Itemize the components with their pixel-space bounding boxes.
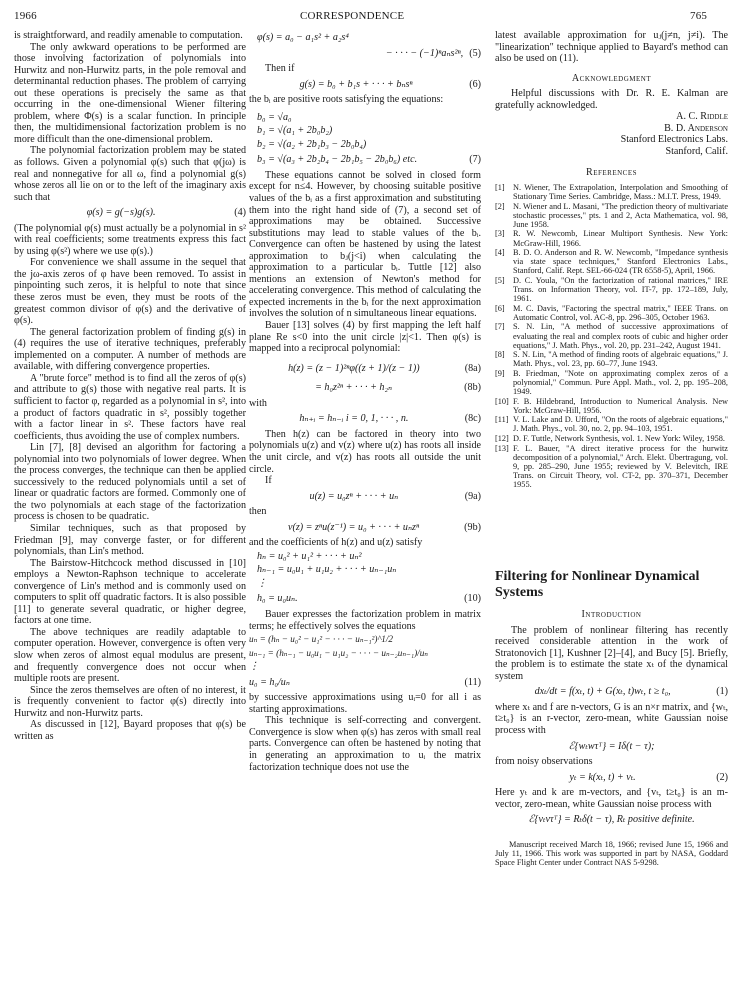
column-middle [249, 30, 481, 773]
equation-9b: v(z) = zⁿu(z⁻¹) = u₀ + · · · + uₙzⁿ (9b) [288, 521, 481, 533]
paragraph: The above techniques are readily adaptable to computer operation. However, convergence is often very slow when zeros of almost equal modulus are present, and frequently convergence does not occur when multiple roots are present. [14, 626, 246, 685]
equation-7-line: b₃ = √(a₃ + 2b₂b₄ − 2b₁b₅ − 2b₀b₆) etc. (7) [257, 154, 481, 166]
paragraph: The Bairstow-Hitchcock method discussed in [10] employs a Newton-Raphson technique to accelerate convergence of Lin's method and is commonly used on computers to split off quadratic factors. It is also possible [11] to generate several quadratic, or higher degree, factors at one time. [14, 557, 246, 627]
author-location: Stanford, Calif. [665, 145, 728, 157]
paragraph: where xₜ and f are n-vectors, G is an n×r matrix, and {wₜ, t≥t₀} is an r-vector, zero-mean, white Gaussian noise process with [495, 701, 728, 737]
column-left [14, 30, 246, 742]
equation-11-line: u₀ = h₀/uₙ (11) [249, 676, 481, 688]
section-heading-references: References [585, 167, 637, 179]
equation-7-line: b₂ = √(a₂ + 2b₁b₃ − 2b₀b₄) [257, 138, 367, 150]
paragraph: The polynomial factorization problem may be stated as follows. Given a polynomial φ(s) such that φ(jω) is real and nonnegative for all ω, find a polynomial g(s) whose zeros all lie on or to the left of the imaginary axis such that [14, 145, 246, 203]
equation-10-line: h₀ = u₀uₙ. (10) [257, 593, 481, 605]
equation-11-line: uₙ₋₁ = (hₙ₋₁ − u₀u₁ − u₁u₂ − · · · − uₙ₋₂uₙ₋₁)/uₙ [249, 647, 429, 658]
section-heading-introduction: Introduction [581, 609, 642, 621]
paragraph: Bauer expresses the factorization problem in matrix terms; he effectively solves the equations [249, 608, 481, 632]
equation-5-line1: φ(s) = a₀ − a₁s² + a₂s⁴ [257, 32, 349, 43]
equation-7-line: b₁ = √(a₁ + 2b₀b₂) [257, 125, 333, 137]
paragraph: Then h(z) can be factored in theory into two polynomials u(z) and v(z) where u(z) has roots all inside the unit circle, and v(z) has roots all outside the unit circle. [249, 428, 481, 475]
equation-11-line: uₙ = (hₙ − u₀² − u₁² − · · · − uₙ₋₁²)^1/2 [249, 634, 394, 645]
reference-item: [9] B. Friedman, "Note on approximating complex zeros of a polynomial," Commun. Pure Appl. Math., vol. 2, pp. 195–208, 1949. [495, 368, 728, 397]
equation-2: yₜ = k(xₜ, t) + vₜ. (2) [569, 771, 728, 783]
reference-item: [8] S. N. Lin, "A method of finding roots of algebraic equations," J. Math. Phys., vol. 23, pp. 60–77, June 1943. [495, 350, 728, 369]
paragraph: Helpful discussions with Dr. R. E. Kalman are gratefully acknowledged. [495, 88, 728, 111]
paragraph: Since the zeros themselves are often of no interest, it is frequently convenient to factor φ(s) directly into Hurwitz and non-Hurwitz parts. [14, 684, 246, 719]
paragraph: For convenience we shall assume in the sequel that the jω-axis zeros of φ have been removed. To assist in pinpointing such zeros, it is helpful to note that since these zeros must be even, they must be roots of the greatest common divisor of φ(s) and the derivative of φ(s). [14, 257, 246, 327]
paragraph: Here yₜ and k are m-vectors, and {vₜ, t≥t₀} is an m-vector, zero-mean, white Gaussian noise process with [495, 787, 728, 810]
equation-noise-covariance: ℰ{wₜwτᵀ} = Iδ(t − τ); [568, 740, 655, 752]
paragraph: with [249, 397, 267, 409]
equation-8a: h(z) = (z − 1)²ⁿφ((z + 1)/(z − 1)) (8a) [288, 362, 481, 374]
paragraph: This technique is self-correcting and convergent. Convergence is slow when φ(s) has zeros with small real parts. Convergence can often be hastened by noting that in generating an approximation to uᵢ the matrix factorization technique does not use the [249, 715, 481, 773]
author-affiliation: Stanford Electronics Labs. [620, 134, 728, 146]
equation-6: g(s) = b₀ + b₁s + · · · + bₙsⁿ (6) [299, 78, 481, 90]
reference-item: [2] N. Wiener and L. Masani, "The prediction theory of multivariate stochastic processes," pts. 1 and 2, Acta Mathematica, vol. 98, June 1958. [495, 201, 728, 229]
paragraph: latest available approximation for uⱼ(j≠n, j≠i). The "linearization" technique applied to Bayard's method can also be used on (11). [495, 30, 728, 65]
paragraph: As discussed in [12], Bayard proposes that φ(s) be written as [14, 719, 246, 742]
paragraph: (The polynomial φ(s) must actually be a polynomial in s² with real coefficients; some treatments express this fact by using φ(s²) where we use φ(s).) [14, 222, 246, 257]
paragraph: These equations cannot be solved in closed form except for n≤4. However, by choosing suitable positive values of the bᵢ as a first approximation and substituting them into the right hand side of (7), a second set of approximations may be obtained. Successive substitutions may lead to stable values of the bᵢ. Convergence can often be hastened by using the latest approximation to bⱼ(j<i) when calculating the approximation to a particular bᵢ. Tuttle [12] also mentions an extension of Newton's method for accelerating convergence. This method of calculating the expected increments in the bᵢ for the next approximation involves the solution of n simultaneous linear equations. [249, 169, 481, 320]
equation-11-line: ⋮ [249, 661, 260, 673]
equation-4: φ(s) = g(−s)g(s). (4) [86, 207, 246, 219]
paragraph: A "brute force" method is to find all the zeros of φ(s) and attribute to g(s) those with negative real parts. It is sufficient to factor φ, regarded as a polynomial in s², into a product of factors quadratic in s², possibly together with a factor linear in s². These factors have real coefficients, thus avoiding the use of complex numbers. [14, 372, 246, 442]
running-head: CORRESPONDENCE [300, 10, 405, 22]
equation-5-line2: − · · · − (−1)ⁿaₙs²ⁿ, (5) [385, 47, 481, 59]
paragraph: Then if [265, 63, 295, 75]
author-name: B. D. Anderson [664, 122, 728, 134]
reference-item: [7] S. N. Lin, "A method of successive approximations of evaluating the real and complex roots of cubic and higher order equations," J. Math. Phys., vol. 20, pp. 231–242, August 1941. [495, 322, 728, 350]
equation-8c: hₙ₊ᵢ = hₙ₋ᵢ i = 0, 1, · · · , n. (8c) [299, 413, 481, 425]
reference-list [495, 183, 728, 489]
author-name: A. C. Riddle [676, 111, 728, 123]
paragraph: If [265, 475, 272, 487]
reference-item: [4] B. D. O. Anderson and R. W. Newcomb, "Impedance synthesis via state space techniques," Stanford Electronics Labs., Stanford, Calif. Rept. SEL-66-024 (TR 6558-5), April, 1966. [495, 248, 728, 276]
reference-item: [10] F. B. Hildebrand, Introduction to Numerical Analysis. New York: McGraw-Hill, 1956. [495, 396, 728, 415]
paragraph: The general factorization problem of finding g(s) in (4) requires the use of iterative techniques, preferably implemented on a computer. A number of methods are available, with differing convergence properties. [14, 326, 246, 373]
footnote: Manuscript received March 18, 1966; revised June 15, 1966 and July 11, 1966. This work was supported in part by NASA, Goddard Space Flight Center under Contract NAS 5-9298. [495, 839, 728, 867]
article-title: Filtering for Nonlinear Dynamical Systems [495, 569, 700, 601]
paragraph: and the coefficients of h(z) and u(z) satisfy [249, 537, 423, 549]
equation-observation-noise: ℰ{vₜvτᵀ} = Rₜδ(t − τ), Rₜ positive definite. [528, 814, 695, 826]
paragraph: Similar techniques, such as that proposed by Friedman [9], may converge faster, or for different polynomials, than Lin's method. [14, 522, 246, 558]
paragraph: Bauer [13] solves (4) by first mapping the left half plane Re s<0 into the unit circle |z|<1. Then φ(s) is mapped into a reciprocal polynomial: [249, 320, 481, 355]
section-heading-acknowledgment: Acknowledgment [571, 72, 652, 84]
paragraph: The problem of nonlinear filtering has recently received considerable attention in the work of Stratonovich [1], Kushner [2]–[4], and Bucy [5]. Briefly, the problem is to estimate the state xₜ of the dynamical system [495, 624, 728, 682]
column-right [495, 30, 728, 867]
header-year: 1966 [14, 10, 37, 22]
paragraph: is straightforward, and readily amenable to computation. [14, 30, 243, 41]
paragraph: Lin [7], [8] devised an algorithm for factoring a polynomial into two polynomials of lower degree. When the process converges, the technique can then be applied successively to the reduced polynomials until a set of linear or quadratic factors are formed. Commonly one of the two polynomials at each stage of the factorization process is chosen to be quadratic. [14, 442, 246, 523]
paragraph: then [249, 506, 267, 518]
paragraph: the bᵢ are positive roots satisfying the equations: [249, 94, 444, 106]
paragraph: from noisy observations [495, 756, 593, 768]
reference-item: [1] N. Wiener, The Extrapolation, Interpolation and Smoothing of Stationary Time Series. Cambridge, Mass.: M.I.T. Press, 1949. [495, 183, 728, 202]
paragraph: by successive approximations using uᵢ=0 for all i as starting approximations. [249, 692, 481, 715]
equation-10-line: hₙ₋₁ = u₀u₁ + u₁u₂ + · · · + uₙ₋₁uₙ [257, 564, 397, 576]
equation-1: dxₜ/dt = f(xₜ, t) + G(xₜ, t)wₜ, t ≥ t₀, (1) [534, 686, 728, 698]
reference-item: [13] F. L. Bauer, "A direct iterative process for the hurwitz decomposition of a polynomial," Arch. Elekt. Übertragung, vol. 9, pp. 285–290, June 1955; reviewed by V. Belevitch, IRE Trans. on Circuit Theory, vol. CT-2, pp. 370–371, December 1955. [495, 443, 728, 490]
reference-item: [5] D. C. Youla, "On the factorization of rational matrices," IRE Trans. on Information Theory, vol. IT-7, pp. 172–189, July, 1961. [495, 275, 728, 304]
page-number: 765 [690, 10, 708, 22]
reference-item: [6] M. C. Davis, "Factoring the spectral matrix," IEEE Trans. on Automatic Control, vol. AC-8, pp. 296–305, October 1963. [495, 303, 728, 322]
reference-item: [12] D. F. Tuttle, Network Synthesis, vol. 1. New York: Wiley, 1958. [495, 434, 725, 444]
equation-10-line: hₙ = u₀² + u₁² + · · · + uₙ² [257, 550, 362, 562]
equation-7-line: b₀ = √a₀ [257, 111, 292, 123]
equation-8b: = h₀z²ⁿ + · · · + h₂ₙ (8b) [315, 382, 481, 394]
equation-10-line: ⋮ [257, 577, 268, 589]
paragraph: The only awkward operations to be performed are those involving factorization of polynomials into Hurwitz and non-Hurwitz parts, in the pole removal and determinantal reduction phases. The problem of carrying out these operations is precisely the same as that occurring in the one-dimensional Wiener filtering problem, where Φ(s) is a scalar function. In principle then, the multidimensional factorization problem is no more difficult than the one-dimensional problem. [14, 41, 246, 145]
reference-item: [3] R. W. Newcomb, Linear Multiport Synthesis. New York: McGraw-Hill, 1966. [495, 229, 728, 248]
equation-9a: u(z) = u₀zⁿ + · · · + uₙ (9a) [309, 490, 481, 502]
reference-item: [11] V. L. Lake and D. Ufford, "On the roots of algebraic equations," J. Math. Phys., vol. 30, no. 2, pp. 94–103, 1951. [495, 415, 728, 434]
